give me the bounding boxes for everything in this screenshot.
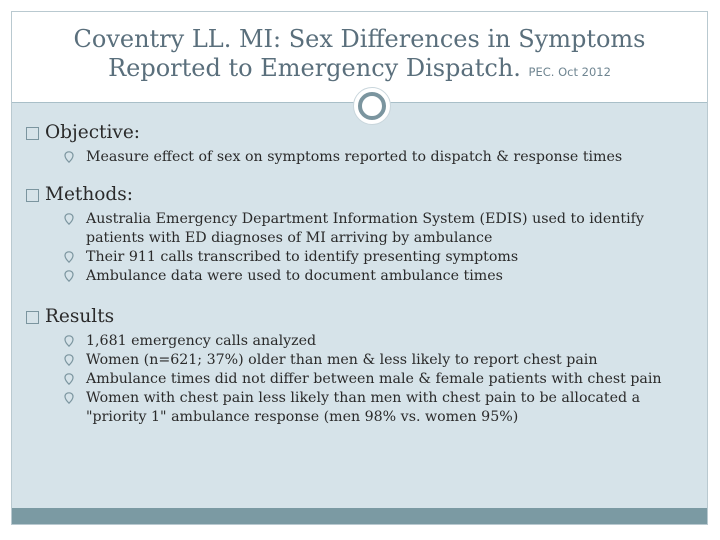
list-item-text: Women with chest pain less likely than men with chest pain to be allocated a "priority 1" ambulance response (men 98% vs. women 95%) bbox=[86, 390, 641, 425]
slide-title bbox=[12, 25, 707, 87]
pin-bullet-icon bbox=[64, 151, 74, 163]
list-item bbox=[58, 248, 696, 267]
list-item-text: Ambulance data were used to document ambulance times bbox=[86, 268, 503, 284]
pin-bullet-icon bbox=[64, 270, 74, 282]
pin-bullet-icon bbox=[64, 392, 74, 404]
pin-bullet-icon bbox=[64, 251, 74, 263]
slide bbox=[11, 11, 708, 525]
list-item bbox=[58, 148, 696, 167]
list-item-text: Women (n=621; 37%) older than men & less likely to report chest pain bbox=[86, 352, 598, 368]
list-item bbox=[58, 389, 696, 427]
list-item bbox=[58, 332, 696, 351]
title-citation: PEC. Oct 2012 bbox=[528, 65, 611, 79]
title-line-1: Coventry LL. MI: Sex Differences in Symptoms bbox=[73, 25, 646, 53]
pin-bullet-icon bbox=[64, 373, 74, 385]
slide-header bbox=[12, 12, 707, 103]
square-bullet-icon bbox=[26, 311, 39, 324]
section-objective bbox=[26, 122, 696, 167]
list-item-text: Their 911 calls transcribed to identify presenting symptoms bbox=[86, 249, 519, 265]
list-item-text: Measure effect of sex on symptoms reported to dispatch & response times bbox=[86, 149, 623, 165]
list-item-text: Australia Emergency Department Information System (EDIS) used to identify patients with ED diagnoses of MI arriving by ambulance bbox=[86, 211, 644, 246]
bullet-list bbox=[58, 148, 696, 167]
pin-bullet-icon bbox=[64, 335, 74, 347]
list-item bbox=[58, 267, 696, 286]
section-heading bbox=[26, 122, 696, 144]
title-line-2-text: Reported to Emergency Dispatch. bbox=[108, 54, 521, 82]
title-line-2 bbox=[12, 54, 707, 87]
decorative-ring-icon bbox=[353, 87, 391, 125]
section-heading-text: Results bbox=[45, 306, 115, 327]
list-item-text: 1,681 emergency calls analyzed bbox=[86, 333, 317, 349]
section-results bbox=[26, 306, 696, 427]
bullet-list bbox=[58, 332, 696, 427]
section-heading-text: Methods: bbox=[45, 184, 133, 205]
pin-bullet-icon bbox=[64, 213, 74, 225]
list-item bbox=[58, 351, 696, 370]
section-heading bbox=[26, 184, 696, 206]
ring-inner bbox=[358, 92, 386, 120]
slide-content bbox=[26, 122, 696, 427]
section-heading-text: Objective: bbox=[45, 122, 141, 143]
pin-bullet-icon bbox=[64, 354, 74, 366]
square-bullet-icon bbox=[26, 189, 39, 202]
list-item bbox=[58, 210, 696, 248]
section-heading bbox=[26, 306, 696, 328]
section-methods bbox=[26, 184, 696, 286]
list-item-text: Ambulance times did not differ between male & female patients with chest pain bbox=[86, 371, 662, 387]
bullet-list bbox=[58, 210, 696, 286]
list-item bbox=[58, 370, 696, 389]
footer-bar bbox=[12, 508, 707, 524]
square-bullet-icon bbox=[26, 127, 39, 140]
